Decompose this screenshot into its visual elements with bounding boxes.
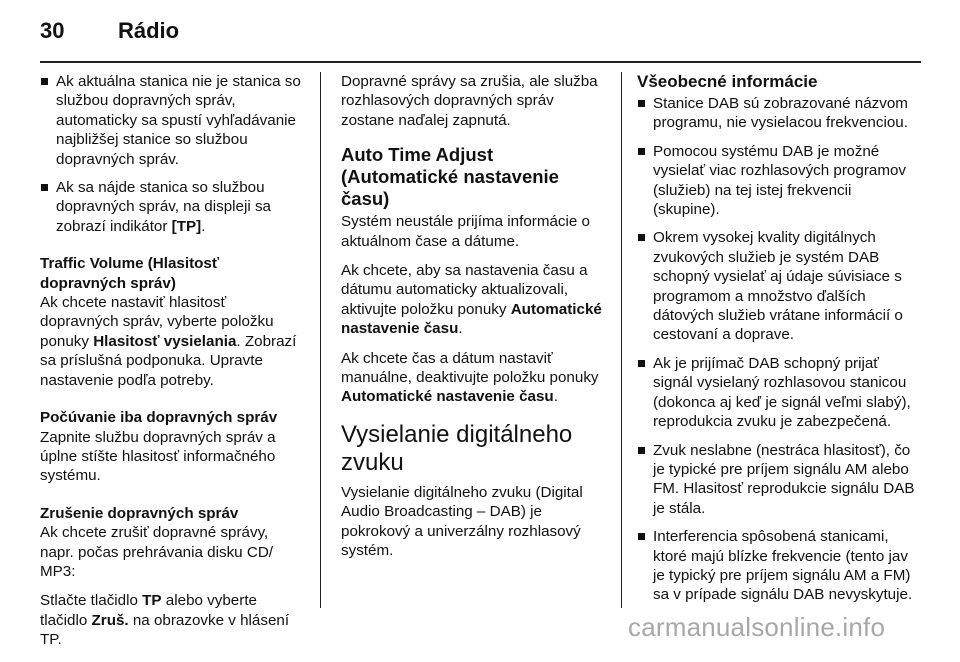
list-item: Zvuk neslabne (nestráca hlasitosť), čo je typické pre príjem signálu AM alebo FM. Hlasitosť reprodukcie signálu DAB je stála. — [637, 441, 921, 519]
paragraph: Stlačte tlačidlo TP alebo vyberte tlačidlo Zruš. na obrazovke v hlásení TP. — [40, 592, 290, 649]
paragraph: Ak chcete zrušiť dopravné správy, napr. počas prehrávania disku CD/ MP3: — [40, 524, 274, 580]
subheading: Zrušenie dopravných správ — [40, 504, 239, 522]
cancel-section — [40, 504, 304, 650]
only-traffic-section — [40, 408, 304, 486]
page-header — [40, 14, 920, 58]
column-divider — [621, 72, 622, 608]
list-item: Okrem vysokej kvality digitálnych zvukových služieb je systém DAB schopný vysielať aj údaje súvisiace s programom a množstvo ďalších dátových služieb vrátane informácií o cestovaní a doprave. — [637, 228, 921, 344]
bullet-square-icon — [41, 184, 48, 191]
bullet-square-icon — [638, 360, 645, 367]
paragraph: Vysielanie digitálneho zvuku (Digital Audio Broadcasting – DAB) je pokrokový a univerzálny rozhlasový systém. — [341, 483, 583, 560]
bullet-square-icon — [638, 100, 645, 107]
paragraph: Systém neustále prijíma informácie o aktuálnom čase a dátume. — [341, 213, 591, 250]
paragraph: Ak chcete, aby sa nastavenia času a dátumu automaticky aktualizovali, aktivujte položku ponuky Automatické nastavenie času. — [341, 262, 602, 338]
subheading: Počúvanie iba dopravných správ — [40, 409, 278, 427]
page-number: 30 — [40, 18, 65, 43]
paragraph: Zapnite službu dopravných správ a úplne stíšte hlasitosť informačného systému. — [40, 428, 276, 485]
column-1 — [40, 72, 304, 662]
watermark: carmanualsonline.info — [628, 612, 886, 642]
bullet-square-icon — [638, 234, 645, 241]
list-item: Interferencia spôsobená stanicami, ktoré majú blízke frekvencie (tento jav je typický pre príjem signálu AM a FM) sa v prípade signálu DAB nevyskytuje. — [637, 527, 921, 605]
section-heading: Auto Time Adjust (Automatické nastavenie času) — [341, 144, 559, 210]
column-3 — [637, 72, 921, 614]
list-item: Ak sa nájde stanica so službou dopravných správ, na displeji sa zobrazí indikátor [TP]. — [40, 178, 304, 236]
paragraph: Ak chcete nastaviť hlasitosť dopravných správ, vyberte položku ponuky Hlasitosť vysielania. Zobrazí sa príslušná podponuka. Upravte nastavenie podľa potreby. — [40, 294, 297, 389]
section-heading: Všeobecné informácie — [637, 72, 818, 91]
list-item: Ak je prijímač DAB schopný prijať signál vysielaný rozhlasovou stanicou (dokonca aj keď je signál veľmi slabý), reprodukcia zvuku je zabezpečená. — [637, 354, 921, 432]
header-rule — [40, 61, 921, 63]
column-2 — [341, 72, 606, 571]
section-title: Rádio — [118, 18, 180, 43]
traffic-volume-section — [40, 254, 304, 390]
bullet-square-icon — [41, 78, 48, 85]
paragraph: Ak chcete čas a dátum nastaviť manuálne, deaktivujte položku ponuky Automatické nastavenie času. — [341, 349, 599, 406]
subheading: Traffic Volume (Hlasitosť dopravných správ) — [40, 255, 220, 292]
column-divider — [320, 72, 321, 608]
list-item: Stanice DAB sú zobrazované názvom programu, nie vysielacou frekvenciou. — [637, 94, 921, 133]
list-item: Pomocou systému DAB je možné vysielať viac rozhlasových programov (služieb) na tej istej frekvencii (skupine). — [637, 142, 921, 220]
bullet-square-icon — [638, 447, 645, 454]
bullet-square-icon — [638, 533, 645, 540]
chapter-heading: Vysielanie digitálneho zvuku — [341, 420, 573, 476]
bullet-square-icon — [638, 148, 645, 155]
list-item: Ak aktuálna stanica nie je stanica so službou dopravných správ, automaticky sa spustí vyhľadávanie najbližšej stanice so službou dopravných správ. — [40, 72, 304, 169]
paragraph: Dopravné správy sa zrušia, ale služba rozhlasových dopravných správ zostane naďalej zapnutá. — [341, 73, 598, 129]
tp-indicator: [TP] — [171, 217, 202, 235]
